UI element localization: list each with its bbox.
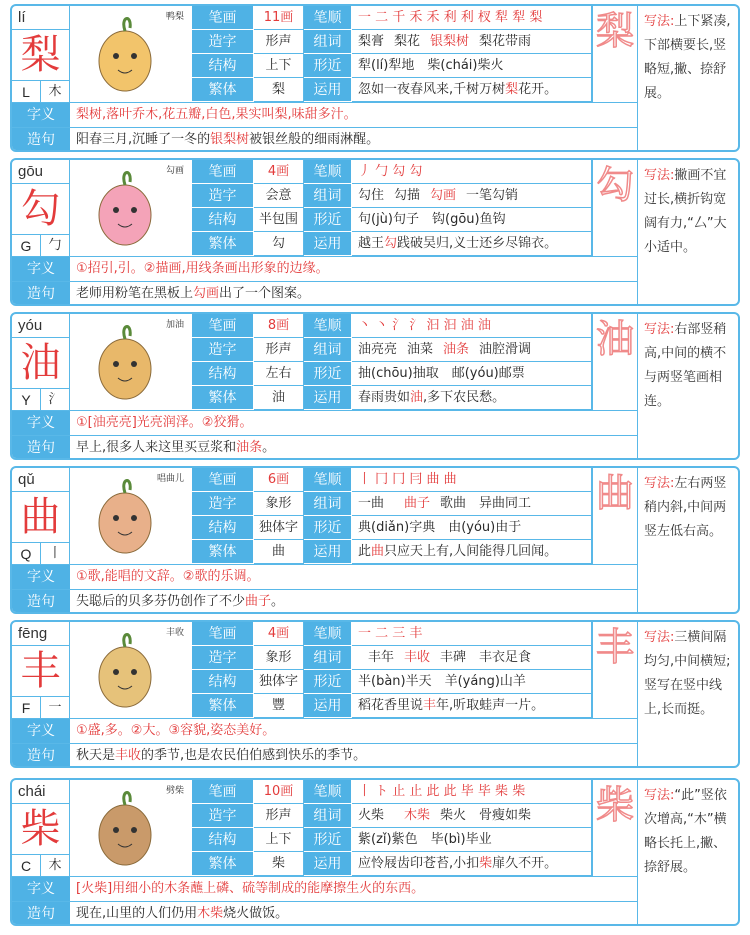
illustration-caption: 鸭梨 (165, 12, 184, 22)
meaning-label: 字义 (12, 719, 70, 743)
word-item: 油条 (443, 342, 470, 357)
sentence-part: 被银丝般的细雨淋醒。 (249, 132, 380, 147)
grid-label: 繁体 (192, 386, 254, 410)
pinyin-label: chái (12, 780, 70, 804)
grid-label: 造字 (192, 492, 254, 516)
grid-label: 笔画 (192, 468, 254, 492)
grid-value: 6画 (254, 468, 304, 492)
sentence-part: 银梨树 (210, 132, 250, 147)
usage-text: 只应天上有,人间能得几回闻。 (384, 544, 558, 559)
meaning-label: 字义 (12, 411, 70, 435)
grid-value: 豐 (254, 694, 304, 718)
word-item: 丰年 (368, 650, 395, 665)
grid-label: 造字 (192, 646, 254, 670)
usage-text: 应怜屐齿印苍苔,小扣 (358, 856, 480, 871)
radical-label: 木 (41, 854, 70, 876)
character-card (10, 158, 740, 306)
radical-label: 木 (41, 80, 70, 102)
illustration-caption: 丰收 (165, 628, 184, 638)
grid-label: 笔顺 (304, 780, 352, 804)
similar-chars: 半(bàn)半天 羊(yáng)山羊 (358, 674, 526, 689)
sentence-part: 曲子 (245, 594, 272, 609)
grid-value: 形声 (254, 804, 304, 828)
sentence-part: 勾画 (193, 286, 220, 301)
grid-label: 笔画 (192, 314, 254, 338)
word-item: 丰收 (404, 650, 431, 665)
writing-note-text: 撇画不宜过长,横折钩宽阔有力,“厶”大小适中。 (644, 168, 727, 255)
main-character: 梨 (12, 30, 70, 80)
word-item: 歌曲 异曲同工 (440, 496, 532, 511)
sentence-label: 造句 (12, 744, 70, 768)
grid-wide-value (352, 232, 592, 256)
stroke-order: 丿 勹 勾 勾 (358, 164, 423, 179)
grid-label: 运用 (304, 540, 352, 564)
word-item: 银梨树 (430, 34, 470, 49)
grid-label: 繁体 (192, 852, 254, 876)
word-item: 一笔勾销 (466, 188, 519, 203)
grid-label: 繁体 (192, 78, 254, 102)
grid-value: 梨 (254, 78, 304, 102)
initial-letter: Y (12, 388, 41, 410)
character-card (10, 4, 740, 152)
grid-wide-value (352, 30, 592, 54)
radical-label: 一 (41, 696, 70, 718)
stroke-order: 一 二 三 丰 (358, 626, 423, 641)
grid-value: 独体字 (254, 670, 304, 694)
grid-wide-value (352, 646, 592, 670)
grid-label: 笔画 (192, 160, 254, 184)
grid-value: 4画 (254, 160, 304, 184)
sentence-label: 造句 (12, 902, 70, 926)
writing-note (638, 622, 740, 766)
outline-character: 丰 (592, 622, 638, 718)
grid-label: 结构 (192, 516, 254, 540)
word-item: 梨膏 (358, 34, 385, 49)
grid-value: 柴 (254, 852, 304, 876)
outline-character: 柴 (592, 780, 638, 876)
grid-label: 形近 (304, 828, 352, 852)
outline-character: 曲 (592, 468, 638, 564)
illustration-caption: 劈柴 (165, 786, 184, 796)
sentence-label: 造句 (12, 128, 70, 152)
main-character: 曲 (12, 492, 70, 542)
word-item: 梨花带雨 (479, 34, 532, 49)
grid-label: 组词 (304, 30, 352, 54)
word-item: 丰碑 丰衣足食 (440, 650, 532, 665)
usage-text: ,多下农民愁。 (423, 390, 506, 405)
usage-text: 此 (358, 544, 372, 559)
illustration-image (70, 160, 192, 256)
meaning-text: ①歌,能唱的文辞。②歌的乐调。 (70, 565, 638, 589)
grid-label: 运用 (304, 852, 352, 876)
word-item: 木柴 (404, 808, 431, 823)
outline-character: 油 (592, 314, 638, 410)
grid-label: 组词 (304, 804, 352, 828)
sentence-part: 烧火做饭。 (223, 906, 289, 921)
usage-text: 稻花香里说 (358, 698, 424, 713)
word-item: 勾画 (430, 188, 457, 203)
grid-label: 形近 (304, 208, 352, 232)
grid-wide-value (352, 852, 592, 876)
similar-chars: 抽(chōu)抽取 邮(yóu)邮票 (358, 366, 525, 381)
radical-label: 丨 (41, 542, 70, 564)
word-item: 油亮亮 (358, 342, 398, 357)
grid-wide-value (352, 516, 592, 540)
usage-text: 勾 (384, 236, 398, 251)
sentence-part: 油条 (236, 440, 263, 455)
grid-wide-value (352, 386, 592, 410)
grid-value: 上下 (254, 828, 304, 852)
grid-label: 笔顺 (304, 468, 352, 492)
sentence-text (70, 128, 638, 152)
illustration-image (70, 468, 192, 564)
grid-label: 结构 (192, 208, 254, 232)
character-card (10, 778, 740, 926)
sentence-part: 。 (262, 440, 276, 455)
grid-label: 笔顺 (304, 314, 352, 338)
illustration-image (70, 780, 192, 876)
outline-character: 勾 (592, 160, 638, 256)
similar-chars: 犁(lí)犁地 柴(chái)柴火 (358, 58, 504, 73)
illustration-image (70, 6, 192, 102)
usage-text: 春雨贵如 (358, 390, 411, 405)
stroke-order: 一 二 千 禾 禾 利 利 杈 犁 犁 梨 (358, 10, 543, 25)
grid-wide-value (352, 780, 592, 804)
grid-label: 运用 (304, 694, 352, 718)
initial-letter: L (12, 80, 41, 102)
grid-value: 10画 (254, 780, 304, 804)
writing-note-head: 写法: (644, 630, 675, 645)
grid-wide-value (352, 78, 592, 102)
sentence-text (70, 436, 638, 460)
similar-chars: 句(jù)句子 钩(gōu)鱼钩 (358, 212, 506, 227)
grid-label: 繁体 (192, 694, 254, 718)
sentence-part: 出了一个图案。 (219, 286, 311, 301)
grid-value: 形声 (254, 30, 304, 54)
similar-chars: 紫(zǐ)紫色 毕(bì)毕业 (358, 832, 492, 847)
usage-text: 柴 (479, 856, 493, 871)
grid-label: 形近 (304, 54, 352, 78)
sentence-part: 。 (271, 594, 285, 609)
grid-wide-value (352, 6, 592, 30)
meaning-text: 梨树,落叶乔木,花五瓣,白色,果实叫梨,味甜多汁。 (70, 103, 638, 127)
grid-value: 油 (254, 386, 304, 410)
initial-letter: F (12, 696, 41, 718)
usage-text: 越王 (358, 236, 385, 251)
grid-label: 运用 (304, 386, 352, 410)
grid-label: 笔画 (192, 780, 254, 804)
grid-value: 半包围 (254, 208, 304, 232)
illustration-image (70, 314, 192, 410)
grid-wide-value (352, 670, 592, 694)
grid-wide-value (352, 694, 592, 718)
character-card (10, 620, 740, 768)
character-card (10, 466, 740, 614)
grid-label: 繁体 (192, 540, 254, 564)
grid-label: 结构 (192, 362, 254, 386)
grid-label: 繁体 (192, 232, 254, 256)
grid-label: 形近 (304, 362, 352, 386)
grid-label: 笔画 (192, 6, 254, 30)
usage-text: 忽如一夜春风来,千树万树 (358, 82, 506, 97)
grid-value: 会意 (254, 184, 304, 208)
grid-label: 组词 (304, 184, 352, 208)
grid-wide-value (352, 54, 592, 78)
grid-wide-value (352, 314, 592, 338)
sentence-text (70, 902, 638, 926)
usage-text: 丰 (423, 698, 437, 713)
usage-text: 花开。 (518, 82, 558, 97)
meaning-text: ①[油亮亮]光亮润泽。②狡猾。 (70, 411, 638, 435)
writing-note-text: “此”竖依次增高,“木”横略长托上,撇、捺舒展。 (644, 788, 727, 875)
sentence-part: 老师用粉笔在黑板上 (76, 286, 194, 301)
initial-letter: G (12, 234, 41, 256)
meaning-label: 字义 (12, 565, 70, 589)
meaning-text: ①盛,多。②大。③容貌,姿态美好。 (70, 719, 638, 743)
grid-label: 结构 (192, 828, 254, 852)
sentence-part: 的季节,也是农民伯伯感到快乐的季节。 (141, 748, 367, 763)
meaning-label: 字义 (12, 877, 70, 901)
word-item: 火柴 (358, 808, 385, 823)
word-item: 一曲 (358, 496, 385, 511)
grid-value: 象形 (254, 492, 304, 516)
grid-value: 11画 (254, 6, 304, 30)
grid-value: 独体字 (254, 516, 304, 540)
writing-note-text: 右部竖稍高,中间的横不与两竖笔画相连。 (644, 322, 727, 409)
sentence-part: 现在,山里的人们仍用 (76, 906, 198, 921)
pinyin-label: qǔ (12, 468, 70, 492)
sentence-label: 造句 (12, 436, 70, 460)
grid-label: 形近 (304, 670, 352, 694)
similar-chars: 典(diǎn)字典 由(yóu)由于 (358, 520, 522, 535)
initial-letter: Q (12, 542, 41, 564)
writing-note (638, 468, 740, 612)
grid-value: 勾 (254, 232, 304, 256)
grid-label: 运用 (304, 232, 352, 256)
grid-label: 组词 (304, 492, 352, 516)
usage-text: 扉久不开。 (492, 856, 558, 871)
sentence-text (70, 744, 638, 768)
sentence-label: 造句 (12, 282, 70, 306)
outline-character: 梨 (592, 6, 638, 102)
grid-wide-value (352, 338, 592, 362)
writing-note-head: 写法: (644, 476, 675, 491)
writing-note-text: 三横间隔均匀,中间横短;竖写在竖中线上,长而挺。 (644, 630, 731, 717)
writing-note-head: 写法: (644, 788, 675, 803)
grid-value: 左右 (254, 362, 304, 386)
usage-text: 油 (410, 390, 424, 405)
grid-wide-value (352, 492, 592, 516)
usage-text: 曲 (371, 544, 385, 559)
word-item: 曲子 (404, 496, 431, 511)
sentence-part: 丰收 (115, 748, 142, 763)
grid-label: 笔画 (192, 622, 254, 646)
grid-label: 运用 (304, 78, 352, 102)
writing-note-head: 写法: (644, 168, 675, 183)
sentence-part: 失聪后的贝多芬仍创作了不少 (76, 594, 246, 609)
radical-label: 勹 (41, 234, 70, 256)
grid-value: 曲 (254, 540, 304, 564)
usage-text: 践破吴归,义士还乡尽锦衣。 (397, 236, 558, 251)
grid-label: 笔顺 (304, 622, 352, 646)
sentence-part: 秋天是 (76, 748, 116, 763)
grid-wide-value (352, 804, 592, 828)
grid-wide-value (352, 184, 592, 208)
main-character: 油 (12, 338, 70, 388)
meaning-text: [火柴]用细小的木条蘸上磷、硫等制成的能摩擦生火的东西。 (70, 877, 638, 901)
illustration-caption: 加油 (165, 320, 184, 330)
word-item: 柴火 骨瘦如柴 (440, 808, 532, 823)
grid-value: 4画 (254, 622, 304, 646)
writing-note (638, 160, 740, 304)
grid-label: 结构 (192, 670, 254, 694)
initial-letter: C (12, 854, 41, 876)
writing-note-head: 写法: (644, 14, 675, 29)
writing-note (638, 780, 740, 924)
pinyin-label: yóu (12, 314, 70, 338)
grid-value: 8画 (254, 314, 304, 338)
main-character: 丰 (12, 646, 70, 696)
writing-note-head: 写法: (644, 322, 675, 337)
grid-label: 造字 (192, 338, 254, 362)
grid-wide-value (352, 208, 592, 232)
word-item: 油腔滑调 (479, 342, 532, 357)
grid-label: 结构 (192, 54, 254, 78)
sentence-part: 阳春三月,沉睡了一冬的 (76, 132, 211, 147)
writing-note (638, 6, 740, 150)
stroke-order: 丶 丶 氵 氵 汩 汩 油 油 (358, 318, 491, 333)
sentence-part: 早上,很多人来这里买豆浆和 (76, 440, 237, 455)
word-item: 油菜 (407, 342, 434, 357)
grid-label: 造字 (192, 30, 254, 54)
grid-value: 上下 (254, 54, 304, 78)
grid-value: 象形 (254, 646, 304, 670)
grid-label: 组词 (304, 338, 352, 362)
meaning-text: ①招引,引。②描画,用线条画出形象的边缘。 (70, 257, 638, 281)
character-card (10, 312, 740, 460)
grid-wide-value (352, 468, 592, 492)
writing-note-text: 左右两竖稍内斜,中间两竖左低右高。 (644, 476, 727, 539)
main-character: 柴 (12, 804, 70, 854)
illustration-image (70, 622, 192, 718)
grid-wide-value (352, 540, 592, 564)
grid-label: 笔顺 (304, 160, 352, 184)
usage-text: 年,听取蛙声一片。 (436, 698, 545, 713)
usage-text: 梨 (505, 82, 519, 97)
pinyin-label: lí (12, 6, 70, 30)
sentence-text (70, 590, 638, 614)
writing-note (638, 314, 740, 458)
sentence-part: 木柴 (197, 906, 224, 921)
grid-label: 笔顺 (304, 6, 352, 30)
stroke-order: 丨 ト 止 止 此 此 毕 毕 柴 柴 (358, 784, 526, 799)
illustration-caption: 勾画 (165, 166, 184, 176)
grid-wide-value (352, 828, 592, 852)
radical-label: 氵 (41, 388, 70, 410)
grid-label: 造字 (192, 804, 254, 828)
pinyin-label: fēng (12, 622, 70, 646)
sentence-text (70, 282, 638, 306)
grid-label: 组词 (304, 646, 352, 670)
grid-wide-value (352, 622, 592, 646)
pinyin-label: gōu (12, 160, 70, 184)
grid-wide-value (352, 362, 592, 386)
meaning-label: 字义 (12, 103, 70, 127)
word-item: 勾描 (394, 188, 421, 203)
meaning-label: 字义 (12, 257, 70, 281)
main-character: 勾 (12, 184, 70, 234)
grid-label: 造字 (192, 184, 254, 208)
sentence-label: 造句 (12, 590, 70, 614)
grid-value: 形声 (254, 338, 304, 362)
word-item: 勾住 (358, 188, 385, 203)
grid-wide-value (352, 160, 592, 184)
writing-note-text: 上下紧凑,下部横要长,竖略短,撇、捺舒展。 (644, 14, 731, 101)
stroke-order: 丨 冂 冂 冃 曲 曲 (358, 472, 457, 487)
illustration-caption: 唱曲儿 (156, 474, 184, 484)
word-item: 梨花 (394, 34, 421, 49)
grid-label: 形近 (304, 516, 352, 540)
